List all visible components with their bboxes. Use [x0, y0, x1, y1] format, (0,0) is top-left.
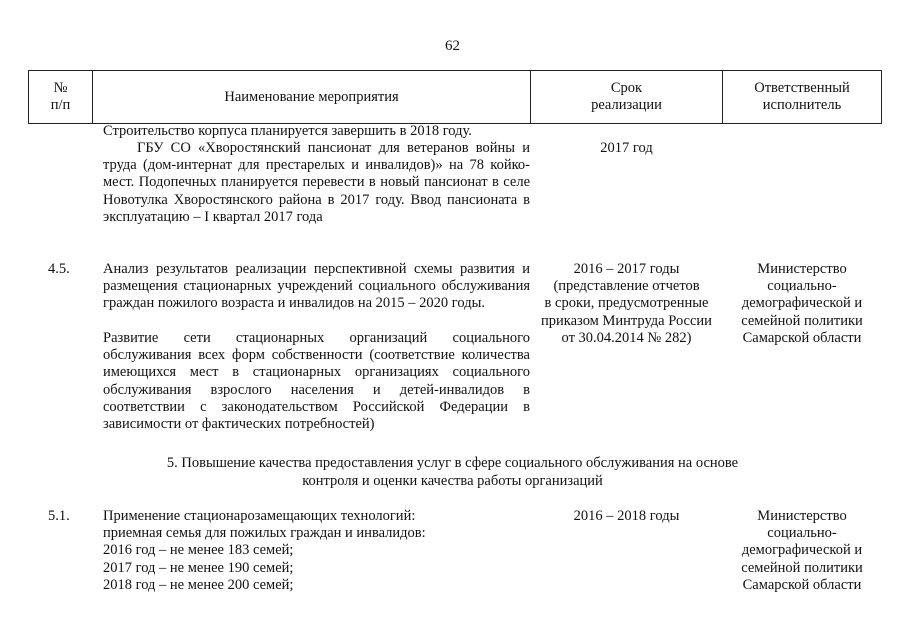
continuation-term: 2017 год	[600, 140, 653, 156]
section-5-title	[0, 454, 905, 490]
responsible-line: Самарской области	[742, 576, 862, 593]
row-number: 4.5.	[48, 261, 70, 277]
responsible-line: Министерство	[757, 508, 847, 524]
row-number: 5.1.	[48, 508, 70, 524]
responsible-line: Министерство	[757, 261, 847, 277]
header-col-term-line: реализации	[591, 97, 662, 113]
row-5-1-line: 2018 год – не менее 200 семей;	[103, 576, 294, 593]
continuation-paragraph: ГБУ СО «Хворостянский пансионат для ветеранов войны и труда (дом-интернат для престарелых и инвалидов)» на 78 койко-мест. Подопечных планируется перевести в новый пансионат в селе Новотулка Хворостянского района в 2017 году. Ввод пансионата в эксплуатацию – I квартал 2017 года	[103, 140, 530, 225]
page-number: 62	[445, 38, 460, 54]
row-4-5-text-1: Анализ результатов реализации перспективной схемы развития и размещения стационарных учреждений социального обслуживания граждан пожилого возраста и инвалидов на 2015 – 2020 годы.	[103, 261, 530, 312]
row-5-1-line: 2017 год – не менее 190 семей;	[103, 559, 294, 576]
header-divider	[881, 70, 882, 124]
header-col-term-line: Срок	[610, 80, 643, 96]
header-col-responsible-line: Ответственный	[754, 80, 850, 96]
responsible-line: социально-	[767, 525, 837, 542]
row-5-1-line: Применение стационарозамещающих технологий:	[103, 508, 416, 524]
row-4-5-responsible	[723, 261, 881, 347]
row-4-5-text-2: Развитие сети стационарных организаций социального обслуживания всех форм собственности (соответствие количества имеющихся мест в стационарных организациях социального обслуживания взрослого населения и детей-инвалидов в соответствии с законодательством Российской Федерации в зависимости от фактических потребностей)	[103, 330, 530, 433]
term-line: (представление отчетов	[553, 278, 700, 295]
term-line: от 30.04.2014 № 282)	[561, 329, 692, 346]
section-title-line: 5. Повышение качества предоставления услуг в сфере социального обслуживания на основе	[166, 455, 739, 471]
row-5-1-line: 2016 год – не менее 183 семей;	[103, 542, 294, 559]
responsible-line: Самарской области	[742, 329, 862, 346]
row-5-1-text	[103, 508, 530, 594]
responsible-line: демографической и	[741, 542, 863, 559]
responsible-line: социально-	[767, 278, 837, 295]
section-title-line: контроля и оценки качества работы организаций	[302, 473, 603, 489]
term-line: 2016 – 2017 годы	[573, 261, 680, 277]
row-4-5-term	[531, 261, 722, 347]
responsible-line: демографической и	[741, 295, 863, 312]
row-5-1-responsible	[723, 508, 881, 594]
row-5-1-line: приемная семья для пожилых граждан и инвалидов:	[103, 525, 426, 542]
continuation-first-line: Строительство корпуса планируется завершить в 2018 году.	[103, 123, 472, 139]
responsible-line: семейной политики	[741, 312, 863, 329]
header-col-name: Наименование мероприятия	[224, 88, 399, 105]
header-col-responsible-line: исполнитель	[762, 97, 842, 113]
term-line: приказом Минтруда России	[541, 312, 712, 329]
header-col-responsible	[723, 70, 881, 124]
responsible-line: семейной политики	[741, 559, 863, 576]
header-col-number-line: №	[53, 80, 68, 96]
header-col-term	[531, 70, 722, 124]
row-5-1-term: 2016 – 2018 годы	[573, 508, 680, 524]
header-col-number-line: п/п	[50, 97, 71, 113]
header-col-number	[29, 70, 92, 124]
term-line: в сроки, предусмотренные	[544, 295, 709, 312]
